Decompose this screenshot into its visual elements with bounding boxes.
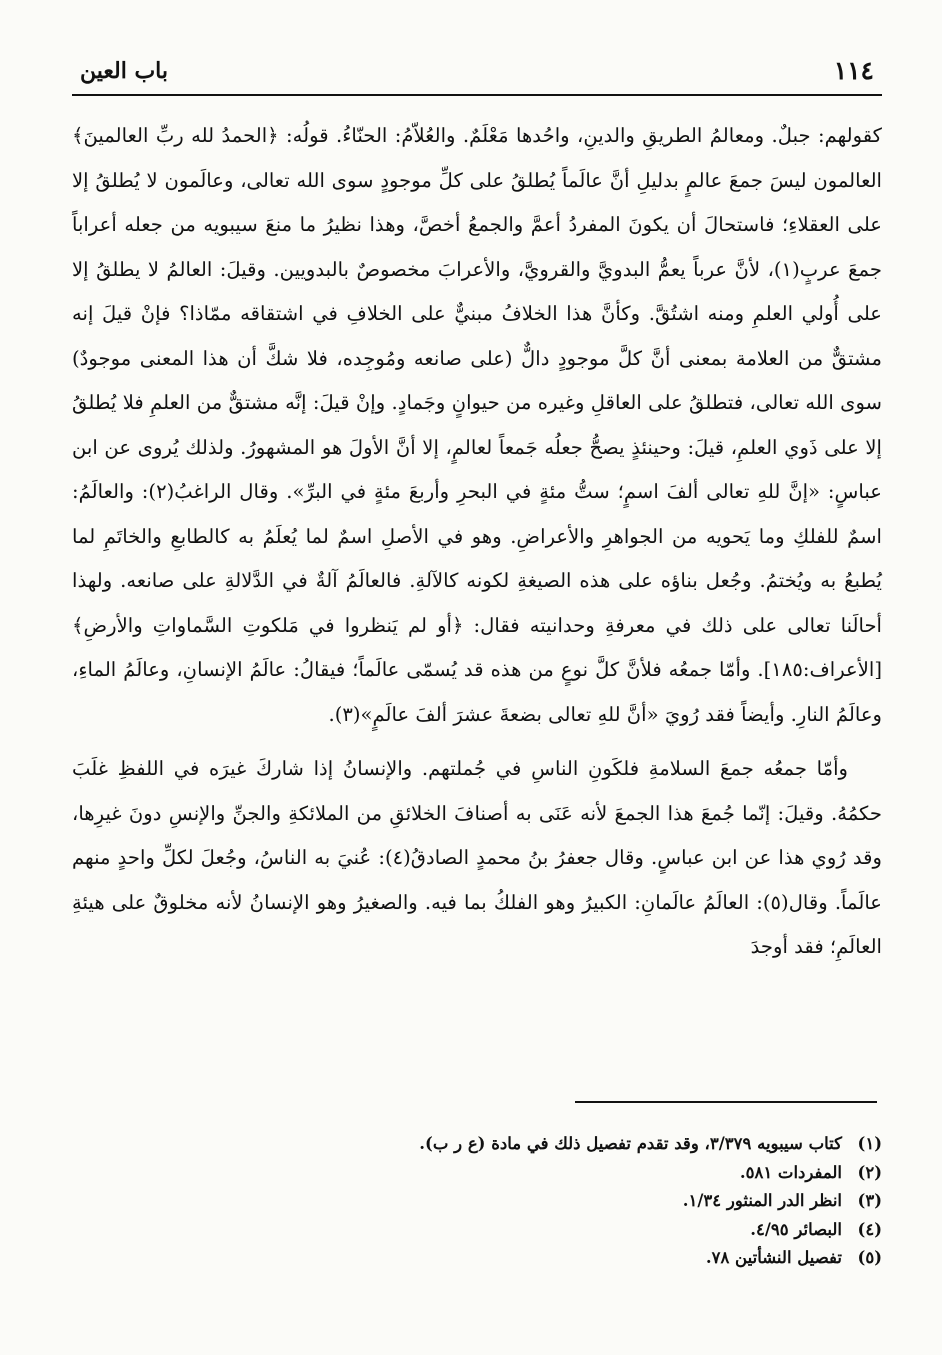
footnote (72, 1130, 882, 1159)
main-text (72, 114, 882, 970)
footnotes (72, 1130, 882, 1273)
footnote-number: (٤) (857, 1219, 882, 1239)
footnote-text: البصائر ٤/٩٥. (750, 1219, 842, 1239)
footnote (72, 1159, 882, 1188)
footnote-number: (١) (857, 1134, 882, 1153)
body-paragraph: وأمّا جمعُه جمعَ السلامةِ فلكَونِ الناسِ في جُملتهم. والإنسانُ إذا شاركَ غيرَه في اللفظِ غلَبَ حكمُهُ. وقيلَ: إنّما جُمعَ هذا الجمعَ لأنه عَنَى به أصنافَ الخلائقِ من الملائكةِ والجنِّ والإنسِ دونَ غيرِها، وقد رُوي هذا عن ابن عباسٍ. وقال جعفرُ بنُ محمدٍ الصادقُ(٤): عُنيَ به الناسُ، وجُعلَ لكلِّ واحدٍ منهم عالَماً. وقال(٥): العالَمُ عالَمانِ: الكبيرُ وهو الفلكُ بما فيه. والصغيرُ وهو الإنسانُ لأنه مخلوقٌ على هيئةِ العالَمِ؛ فقد أوجدَ (72, 757, 882, 958)
footnote-separator (575, 1101, 877, 1103)
footnote-text: تفصيل النشأتين ٧٨. (705, 1248, 842, 1267)
running-title: باب العين (80, 58, 169, 84)
footnote-text: كتاب سيبويه ٣/٣٧٩، وقد تقدم تفصيل ذلك في مادة (ع ر ب). (419, 1134, 842, 1153)
footnote-number: (٣) (857, 1191, 882, 1210)
page-number: ١١٤ (833, 56, 874, 85)
footnote (72, 1216, 882, 1245)
footnote-text: المفردات ٥٨١. (739, 1162, 842, 1182)
footnote-number: (٥) (857, 1248, 882, 1267)
footnote (72, 1244, 882, 1273)
page-header (72, 54, 882, 96)
body-paragraph: كقولهم: جبلٌ. ومعالمُ الطريقِ والدينِ، واحُدها مَعْلَمٌ. والعُلاّمُ: الحنّاءُ. قولُه: ﴿الحمدُ لله ربِّ العالمينَ﴾ العالمون ليسَ جمعَ عالمٍ بدليلِ أنَّ عالَماً يُطلقُ على كلِّ موجودٍ سوى الله تعالى، وعالَمون لا يُطلقُ إلا على العقلاءِ؛ فاستحالَ أن يكونَ المفردُ أعمَّ والجمعُ أخصَّ، وهذا نظيرُ ما منعَ سيبويه من جعله أعراباً جمعَ عربٍ(١)، لأنَّ عرباً يعمُّ البدويَّ والقرويَّ، والأعرابَ مخصوصٌ بالبدويين. وقيلَ: العالمُ لا يطلقُ إلا على أُولي العلمِ ومنه اشتُقَّ. وكأنَّ هذا الخلافُ مبنيٌّ على الخلافِ في اشتقاقه ممّاذا؟ فإنْ قيلَ إنه مشتقٌّ من العلامة بمعنى أنَّ كلَّ موجودٍ دالٌّ (على صانعه ومُوجِده، فلا شكَّ أن هذا المعنى موجودٌ) سوى الله تعالى، فتطلقُ على العاقلِ وغيره من حيوانٍ وجَمادٍ. وإنْ قيلَ: إنَّه مشتقٌّ من العلمِ فلا يُطلقُ إلا على ذَوي العلمِ، قيلَ: وحينئذٍ يصحُّ جعلُه جَمعاً لعالمٍ، إلا أنَّ الأولَ هو المشهورُ. ولذلك يُروى عن ابن عباسٍ: «إنَّ للهِ تعالى ألفَ اسمٍ؛ ستُّ مئةٍ في البحرِ وأربعَ مئةٍ في البرِّ». وقال الراغبُ(٢): والعالَمُ: اسمٌ للفلكِ وما يَحويه من الجواهرِ والأعراضِ. وهو في الأصلِ اسمٌ لما يُعلَمُ به كالطابعِ والخاتَمِ لما يُطبعُ به ويُختمُ. وجُعل بناؤه على هذه الصيغةِ لكونه كالآلةِ. فالعالَمُ آلةٌ في الدَّلالةِ على صانعه. ولهذا أحالَنا تعالى على ذلك في معرفةِ وحدانيته فقال: ﴿أو لم يَنظروا في مَلكوتِ السَّماواتِ والأرضِ﴾ [الأعراف:١٨٥]. وأمّا جمعُه فلأنَّ كلَّ نوعٍ من هذه قد يُسمّى عالَماً؛ فيقالُ: عالَمُ الإنسانِ، وعالَمُ الماءِ، وعالَمُ النارِ. وأيضاً فقد رُويَ «أنَّ للهِ تعالى بضعةَ عشرَ ألفَ عالَمٍ»(٣). (72, 124, 883, 726)
footnote-text: انظر الدر المنثور ١/٣٤. (682, 1191, 842, 1210)
footnote-number: (٢) (857, 1162, 882, 1182)
footnote (72, 1187, 882, 1216)
